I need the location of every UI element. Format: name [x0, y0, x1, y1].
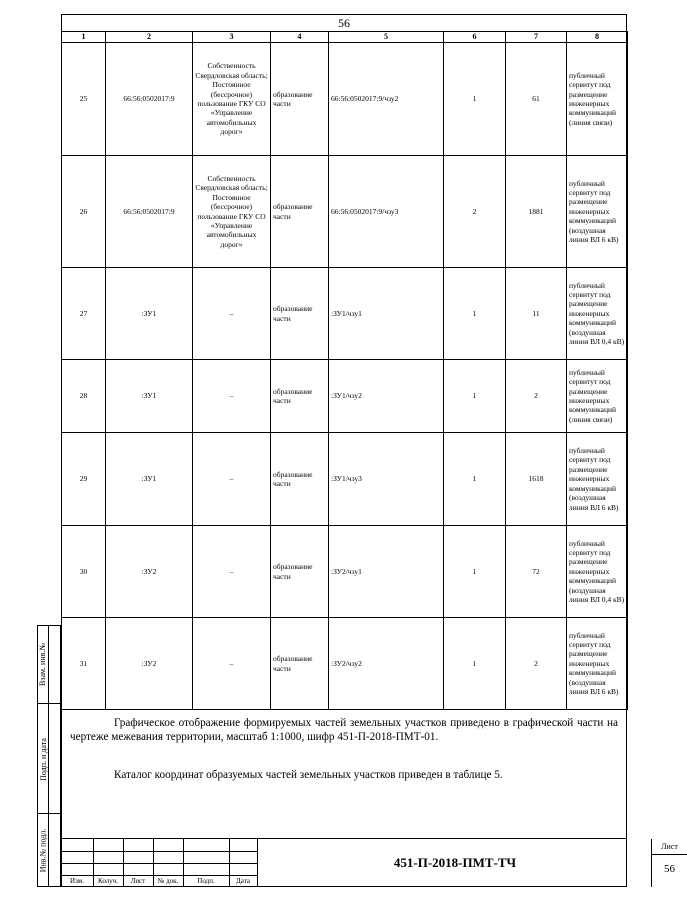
- encumbrance-note: публичный сервитут под размещение инженерных коммуникаций (воздушная линия ВЛ 6 кВ): [567, 156, 628, 268]
- encumbrance-note: публичный сервитут под размещение инженерных коммуникаций (воздушная линия ВЛ 6 кВ): [567, 433, 628, 526]
- encumbrance-note: публичный сервитут под размещение инженерных коммуникаций (воздушная линия ВЛ 6 кВ): [567, 618, 628, 710]
- sheet-box-rule: [652, 854, 687, 855]
- table-row: [62, 526, 628, 618]
- table-row: [62, 360, 628, 433]
- table-header-cell: 1: [62, 32, 106, 43]
- table-row: [62, 433, 628, 526]
- title-block-col-date: Дата: [236, 877, 250, 885]
- contour-count: 1: [444, 268, 506, 360]
- cadastral-number: :ЗУ1: [106, 360, 193, 433]
- side-label-sign-date: Подп. и дата: [38, 737, 48, 781]
- row-number: 28: [62, 360, 106, 433]
- operation: образование части: [271, 360, 329, 433]
- ownership: –: [193, 433, 271, 526]
- row-number: 30: [62, 526, 106, 618]
- ownership: –: [193, 618, 271, 710]
- page-number-top: 56: [338, 16, 350, 30]
- area: 11: [506, 268, 567, 360]
- table-row: [62, 156, 628, 268]
- contour-count: 1: [444, 360, 506, 433]
- cadastral-number: 66:56:0502017:9: [106, 43, 193, 156]
- title-block-rule: [61, 863, 257, 864]
- title-block-grid: [61, 839, 257, 887]
- operation: образование части: [271, 268, 329, 360]
- paragraph-graphic-reference: Графическое отображение формируемых частей земельных участков приведено в графической части на чертеже межевания территории, масштаб 1:1000, шифр 451-П-2018-ПМТ-01.: [70, 717, 618, 743]
- encumbrance-note: публичный сервитут под размещение инженерных коммуникаций (воздушная линия ВЛ 0,4 кВ): [567, 268, 628, 360]
- title-block-col-doc: № док.: [157, 877, 179, 885]
- side-label-replace-inv: Взам. инв.№: [38, 642, 48, 687]
- cadastral-number: 66:56:0502017:9: [106, 156, 193, 268]
- row-number: 26: [62, 156, 106, 268]
- ownership: –: [193, 268, 271, 360]
- contour-count: 1: [444, 43, 506, 156]
- operation: образование части: [271, 156, 329, 268]
- ownership: –: [193, 360, 271, 433]
- table-header-cell: 3: [193, 32, 271, 43]
- part-designation: 66:56:0502017:9/чзу2: [329, 43, 444, 156]
- title-block-col-change: Изм.: [70, 877, 84, 885]
- title-block: [61, 838, 678, 887]
- row-number: 25: [62, 43, 106, 156]
- row-number: 27: [62, 268, 106, 360]
- table-header-row: [62, 32, 628, 43]
- area: 1618: [506, 433, 567, 526]
- document-code: 451-П-2018-ПМТ-ТЧ: [257, 839, 652, 887]
- part-designation: :ЗУ1/чзу2: [329, 360, 444, 433]
- contour-count: 1: [444, 526, 506, 618]
- area: 2: [506, 360, 567, 433]
- part-designation: :ЗУ2/чзу1: [329, 526, 444, 618]
- cadastral-number: :ЗУ1: [106, 268, 193, 360]
- contour-count: 1: [444, 433, 506, 526]
- contour-count: 2: [444, 156, 506, 268]
- sheet-label: Лист: [661, 842, 678, 851]
- operation: образование части: [271, 43, 329, 156]
- table-header-cell: 4: [271, 32, 329, 43]
- ownership: Собственность Свердловская область; Постоянное (бессрочное) пользование ГКУ СО «Управление автомобильных дорог»: [193, 156, 271, 268]
- table-header-cell: 7: [506, 32, 567, 43]
- table-row: [62, 618, 628, 710]
- operation: образование части: [271, 618, 329, 710]
- part-designation: 66:56:0502017:9/чзу3: [329, 156, 444, 268]
- sheet-box: [651, 839, 687, 887]
- encumbrance-note: публичный сервитут под размещение инженерных коммуникаций (линия связи): [567, 360, 628, 433]
- ownership: –: [193, 526, 271, 618]
- ownership: Собственность Свердловская область; Постоянное (бессрочное) пользование ГКУ СО «Управление автомобильных дорог»: [193, 43, 271, 156]
- part-designation: :ЗУ1/чзу3: [329, 433, 444, 526]
- sheet-number: 56: [664, 863, 675, 875]
- area: 2: [506, 618, 567, 710]
- cadastral-number: :ЗУ1: [106, 433, 193, 526]
- table-header-cell: 6: [444, 32, 506, 43]
- part-designation: :ЗУ2/чзу2: [329, 618, 444, 710]
- title-block-col-sheet: Лист: [130, 877, 146, 885]
- area: 72: [506, 526, 567, 618]
- area: 61: [506, 43, 567, 156]
- operation: образование части: [271, 433, 329, 526]
- paragraph-coordinates-catalog: Каталог координат образуемых частей земельных участков приведен в таблице 5.: [114, 769, 503, 781]
- row-number: 29: [62, 433, 106, 526]
- title-block-rule: [61, 851, 257, 852]
- area: 1881: [506, 156, 567, 268]
- table-header-cell: 5: [329, 32, 444, 43]
- side-label-original-inv: Инв.№ подл.: [38, 828, 48, 873]
- encumbrance-note: публичный сервитут под размещение инженерных коммуникаций (линия связи): [567, 43, 628, 156]
- cadastral-number: :ЗУ2: [106, 526, 193, 618]
- part-designation: :ЗУ1/чзу1: [329, 268, 444, 360]
- table-row: [62, 43, 628, 156]
- title-block-col-sign: Подп.: [197, 877, 215, 885]
- table-row: [62, 268, 628, 360]
- operation: образование части: [271, 526, 329, 618]
- title-block-col-count: Колуч.: [98, 877, 118, 885]
- table-header-cell: 8: [567, 32, 628, 43]
- table-header-cell: 2: [106, 32, 193, 43]
- cadastral-number: :ЗУ2: [106, 618, 193, 710]
- encumbrance-note: публичный сервитут под размещение инженерных коммуникаций (воздушная линия ВЛ 0,4 кВ): [567, 526, 628, 618]
- contour-count: 1: [444, 618, 506, 710]
- title-block-rule: [61, 875, 257, 876]
- row-number: 31: [62, 618, 106, 710]
- land-parts-table: [61, 31, 628, 710]
